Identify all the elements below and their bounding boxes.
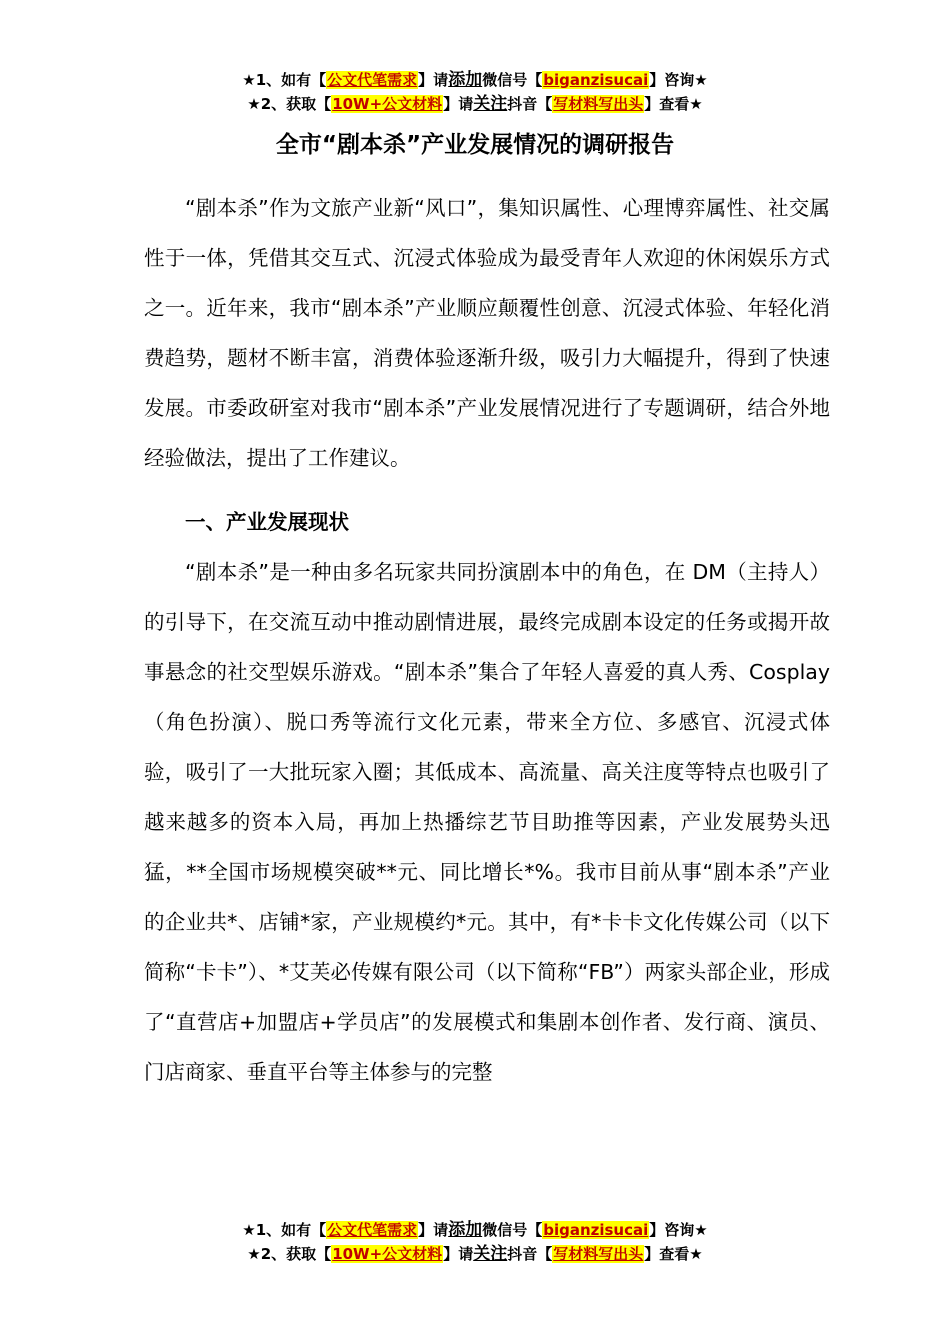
section-paragraph: “剧本杀”是一种由多名玩家共同扮演剧本中的角色，在 DM（主持人）的引导下，在交流互动中推动剧情进展，最终完成剧本设定的任务或揭开故事悬念的社交型娱乐游戏。“剧本杀”集合了年轻人喜爱的真人秀、Cosplay（角色扮演）、脱口秀等流行文化元素，带来全方位、多感官、沉浸式体验，吸引了一大批玩家入圈；其低成本、高流量、高关注度等特点也吸引了越来越多的资本入局，再加上热播综艺节目助推等因素，产业发展势头迅猛，**全国市场规模突破**元、同比增长*%。我市目前从事“剧本杀”产业的企业共*、店铺*家，产业规模约*元。其中，有*卡卡文化传媒公司（以下简称“卡卡”）、*艾芙必传媒有限公司（以下简称“FB”）两家头部企业，形成了“直营店+加盟店+学员店”的发展模式和集剧本创作者、发行商、演员、门店商家、垂直平台等主体参与的完整 — [144, 560, 830, 1084]
promo-emphasis: 关注 — [473, 94, 508, 114]
promo-emphasis: 关注 — [473, 1244, 508, 1264]
promo-text: 抖音【 — [507, 95, 553, 113]
promo-text: ★1、如有【 — [242, 1221, 327, 1239]
promo-text: 抖音【 — [507, 1245, 553, 1263]
promo-emphasis: 添加 — [448, 1220, 483, 1240]
section-heading: 一、产业发展现状 — [185, 510, 349, 534]
promo-line-1 — [0, 68, 950, 92]
promo-text: 】查看★ — [644, 95, 703, 113]
promo-banner-bottom — [0, 1218, 950, 1266]
promo-highlight: 写材料写出头 — [553, 95, 644, 113]
promo-text: 微信号【 — [482, 1221, 543, 1239]
promo-text: 】咨询★ — [649, 1221, 708, 1239]
promo-text: 】咨询★ — [649, 71, 708, 89]
intro-paragraph: “剧本杀”作为文旅产业新“风口”，集知识属性、心理博弈属性、社交属性于一体，凭借其交互式、沉浸式体验成为最受青年人欢迎的休闲娱乐方式之一。近年来，我市“剧本杀”产业顺应颠覆性创意、沉浸式体验、年轻化消费趋势，题材不断丰富，消费体验逐渐升级，吸引力大幅提升，得到了快速发展。市委政研室对我市“剧本杀”产业发展情况进行了专题调研，结合外地经验做法，提出了工作建议。 — [144, 196, 830, 470]
promo-text: 】请 — [418, 71, 449, 89]
promo-banner-top — [0, 68, 950, 116]
promo-highlight: biganzisucai — [543, 71, 649, 89]
promo-highlight: 写材料写出头 — [553, 1245, 644, 1263]
document-title: 全市“剧本杀”产业发展情况的调研报告 — [275, 132, 675, 158]
document-body — [144, 183, 830, 1097]
promo-line-1 — [0, 1218, 950, 1242]
promo-text: 】请 — [443, 95, 474, 113]
promo-text: 】查看★ — [644, 1245, 703, 1263]
promo-highlight: biganzisucai — [543, 1221, 649, 1239]
promo-highlight: 10W+公文材料 — [332, 1245, 443, 1263]
promo-highlight: 10W+公文材料 — [332, 95, 443, 113]
promo-highlight: 公文代笔需求 — [327, 71, 418, 89]
promo-text: 】请 — [443, 1245, 474, 1263]
promo-text: ★1、如有【 — [242, 71, 327, 89]
promo-line-2 — [0, 92, 950, 116]
promo-text: 微信号【 — [482, 71, 543, 89]
promo-text: ★2、获取【 — [247, 1245, 332, 1263]
promo-line-2 — [0, 1242, 950, 1266]
promo-highlight: 公文代笔需求 — [327, 1221, 418, 1239]
promo-text: ★2、获取【 — [247, 95, 332, 113]
promo-text: 】请 — [418, 1221, 449, 1239]
promo-emphasis: 添加 — [448, 70, 483, 90]
